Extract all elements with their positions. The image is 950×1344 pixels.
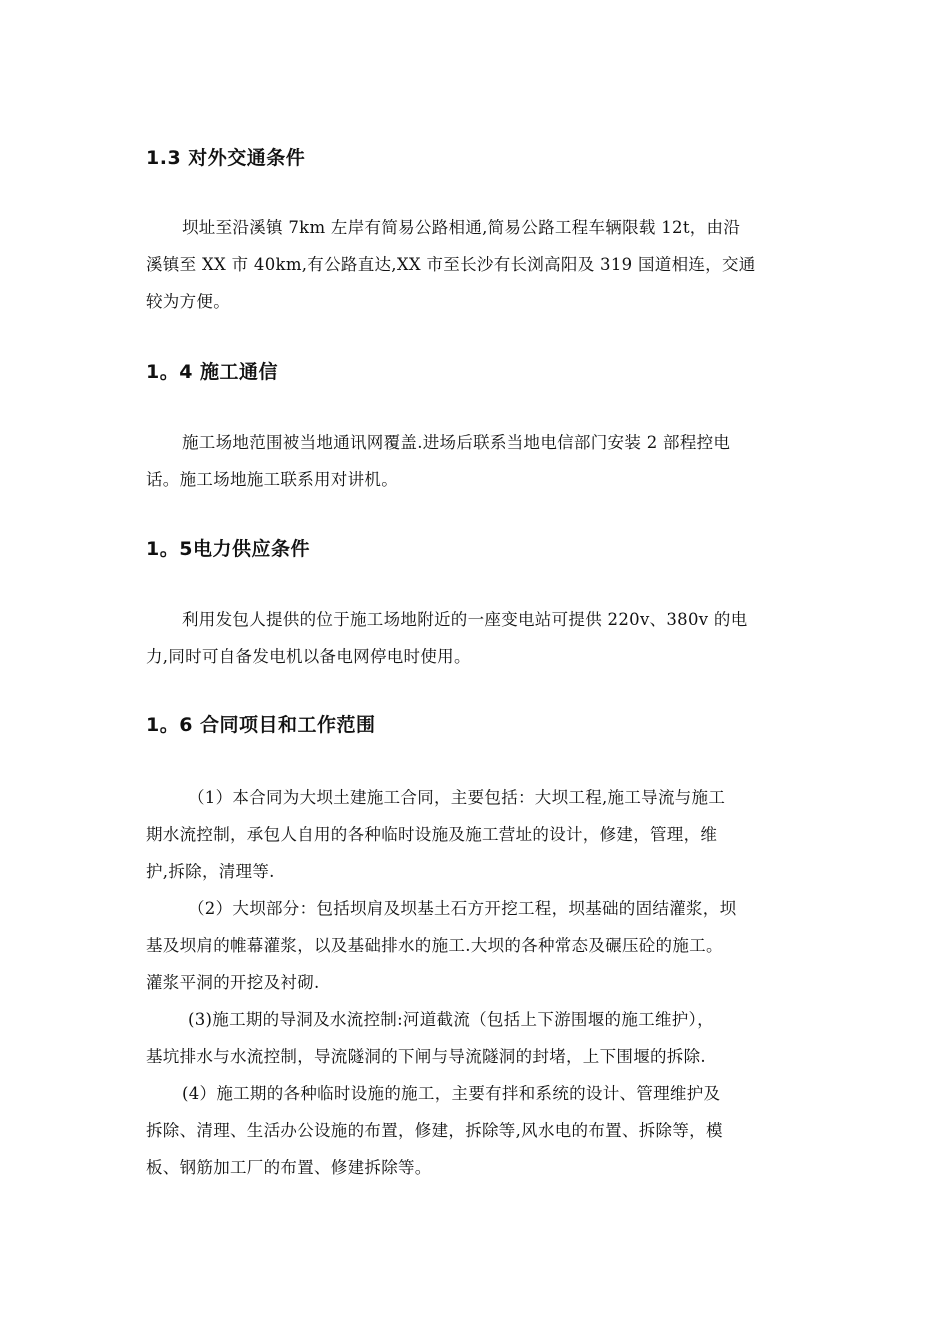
list-item-1-line: 护,拆除，清理等.: [146, 862, 275, 881]
list-item-3-line: 基坑排水与水流控制，导流隧洞的下闸与导流隧洞的封堵，上下围堰的拆除.: [146, 1047, 706, 1066]
section-paragraph-1-5: [146, 601, 810, 675]
list-item-4-line: 拆除、清理、生活办公设施的布置，修建，拆除等,风水电的布置、拆除等，模: [146, 1121, 723, 1140]
paragraph-line: 力,同时可自备发电机以备电网停电时使用。: [146, 647, 471, 666]
paragraph-line: 施工场地范围被当地通讯网覆盖.进场后联系当地电信部门安装 2 部程控电: [182, 433, 731, 452]
list-item-4-line: (4）施工期的各种临时设施的施工，主要有拌和系统的设计、管理维护及: [182, 1084, 721, 1103]
list-item-2-line: （2）大坝部分：包括坝肩及坝基土石方开挖工程，坝基础的固结灌浆，坝: [188, 899, 737, 918]
list-item-4-line: 板、钢筋加工厂的布置、修建拆除等。: [146, 1158, 432, 1177]
section-heading-1-6: 1。6 合同项目和工作范围: [146, 714, 376, 736]
section-paragraph-1-4: [146, 424, 810, 498]
paragraph-line: 坝址至沿溪镇 7km 左岸有简易公路相通,简易公路工程车辆限载 12t，由沿: [182, 218, 741, 237]
paragraph-line: 利用发包人提供的位于施工场地附近的一座变电站可提供 220v、380v 的电: [182, 610, 748, 629]
list-item-3-line: (3)施工期的导洞及水流控制:河道截流（包括上下游围堰的施工维护），: [188, 1010, 714, 1029]
section-heading-1-4: 1。4 施工通信: [146, 361, 279, 383]
section-heading-1-3: 1.3 对外交通条件: [146, 147, 306, 169]
list-item-2-line: 基及坝肩的帷幕灌浆，以及基础排水的施工.大坝的各种常态及碾压砼的施工。: [146, 936, 723, 955]
list-item-1-line: （1）本合同为大坝土建施工合同，主要包括：大坝工程,施工导流与施工: [188, 788, 726, 807]
section-paragraph-1-3: [146, 209, 810, 320]
list-item-1-line: 期水流控制，承包人自用的各种临时设施及施工营址的设计，修建，管理，维: [146, 825, 718, 844]
section-heading-1-5: 1。5电力供应条件: [146, 538, 310, 560]
paragraph-line: 话。施工场地施工联系用对讲机。: [146, 470, 398, 489]
paragraph-line: 较为方便。: [146, 292, 230, 311]
paragraph-line: 溪镇至 XX 市 40km,有公路直达,XX 市至长沙有长浏高阳及 319 国道相连，交通: [146, 255, 756, 274]
list-item-2-line: 灌浆平洞的开挖及衬砌.: [146, 973, 320, 992]
section-list-1-6: [146, 779, 810, 1186]
